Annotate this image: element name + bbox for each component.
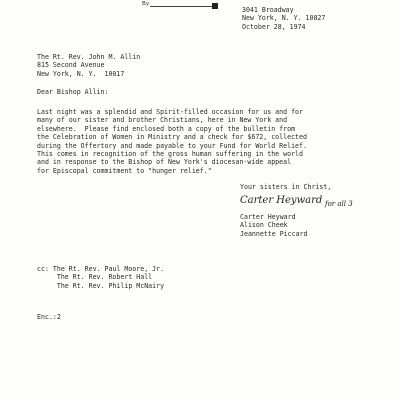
recipient-address xyxy=(37,53,140,78)
signer-name: Jeannette Piccard xyxy=(240,229,308,238)
stamp-mark xyxy=(212,3,218,9)
signer-name: Alison Cheek xyxy=(240,221,288,230)
recipient-street: 815 Second Avenue xyxy=(37,61,105,70)
handwritten-signature xyxy=(240,194,380,212)
cc-recipient: The Rt. Rev. Paul Moore, Jr. xyxy=(52,265,165,273)
return-address xyxy=(242,6,325,31)
body-line: during the Offertory and made payable to your Fund for World Relief. xyxy=(37,141,307,150)
cc-line xyxy=(37,273,164,281)
signer-name: Carter Heyward xyxy=(240,213,296,221)
signer-names xyxy=(240,213,308,238)
cc-label: cc: xyxy=(37,265,49,273)
cc-line xyxy=(37,282,164,290)
closing: Your sisters in Christ, xyxy=(240,183,332,191)
body-line: the Celebration of Women in Ministry and a check for $672, collected xyxy=(37,133,307,142)
cc-recipient: The Rt. Rev. Robert Hall xyxy=(56,273,153,282)
body-line: for Episcopal commitment to "hunger relief." xyxy=(37,166,212,175)
enclosure-note: Enc.:2 xyxy=(37,313,61,321)
salutation: Dear Bishop Allin: xyxy=(37,88,109,96)
stamp-by-label: By xyxy=(142,1,150,7)
letter-date: October 28, 1974 xyxy=(242,22,306,31)
body-line: and in response to the Bishop of New York's diocesan-wide appeal xyxy=(37,158,292,167)
received-stamp xyxy=(142,0,220,10)
cc-list xyxy=(37,265,164,290)
return-address-line1: 3041 Broadway xyxy=(242,6,294,14)
body-line: elsewhere. Please find enclosed both a copy of the bulletin from xyxy=(37,124,296,133)
body-line: This comes in recognition of the gross human suffering in the world xyxy=(37,150,303,159)
cc-recipient: The Rt. Rev. Philip McNairy xyxy=(56,281,165,290)
body-line: Last night was a splendid and Spirit-filled occasion for us and for xyxy=(37,108,303,116)
cc-line-first xyxy=(37,265,164,273)
signature-suffix: for all 3 xyxy=(325,200,353,208)
recipient-city: New York, N. Y. 10017 xyxy=(37,69,125,78)
stamp-underline xyxy=(150,6,212,7)
return-address-line2: New York, N. Y. 10027 xyxy=(242,14,326,23)
signature-name: Carter Heyward xyxy=(240,195,323,206)
recipient-name: The Rt. Rev. John M. Allin xyxy=(37,53,141,61)
letter-body xyxy=(37,108,307,175)
body-line: many of our sister and brother Christians, here in New York and xyxy=(37,116,288,125)
